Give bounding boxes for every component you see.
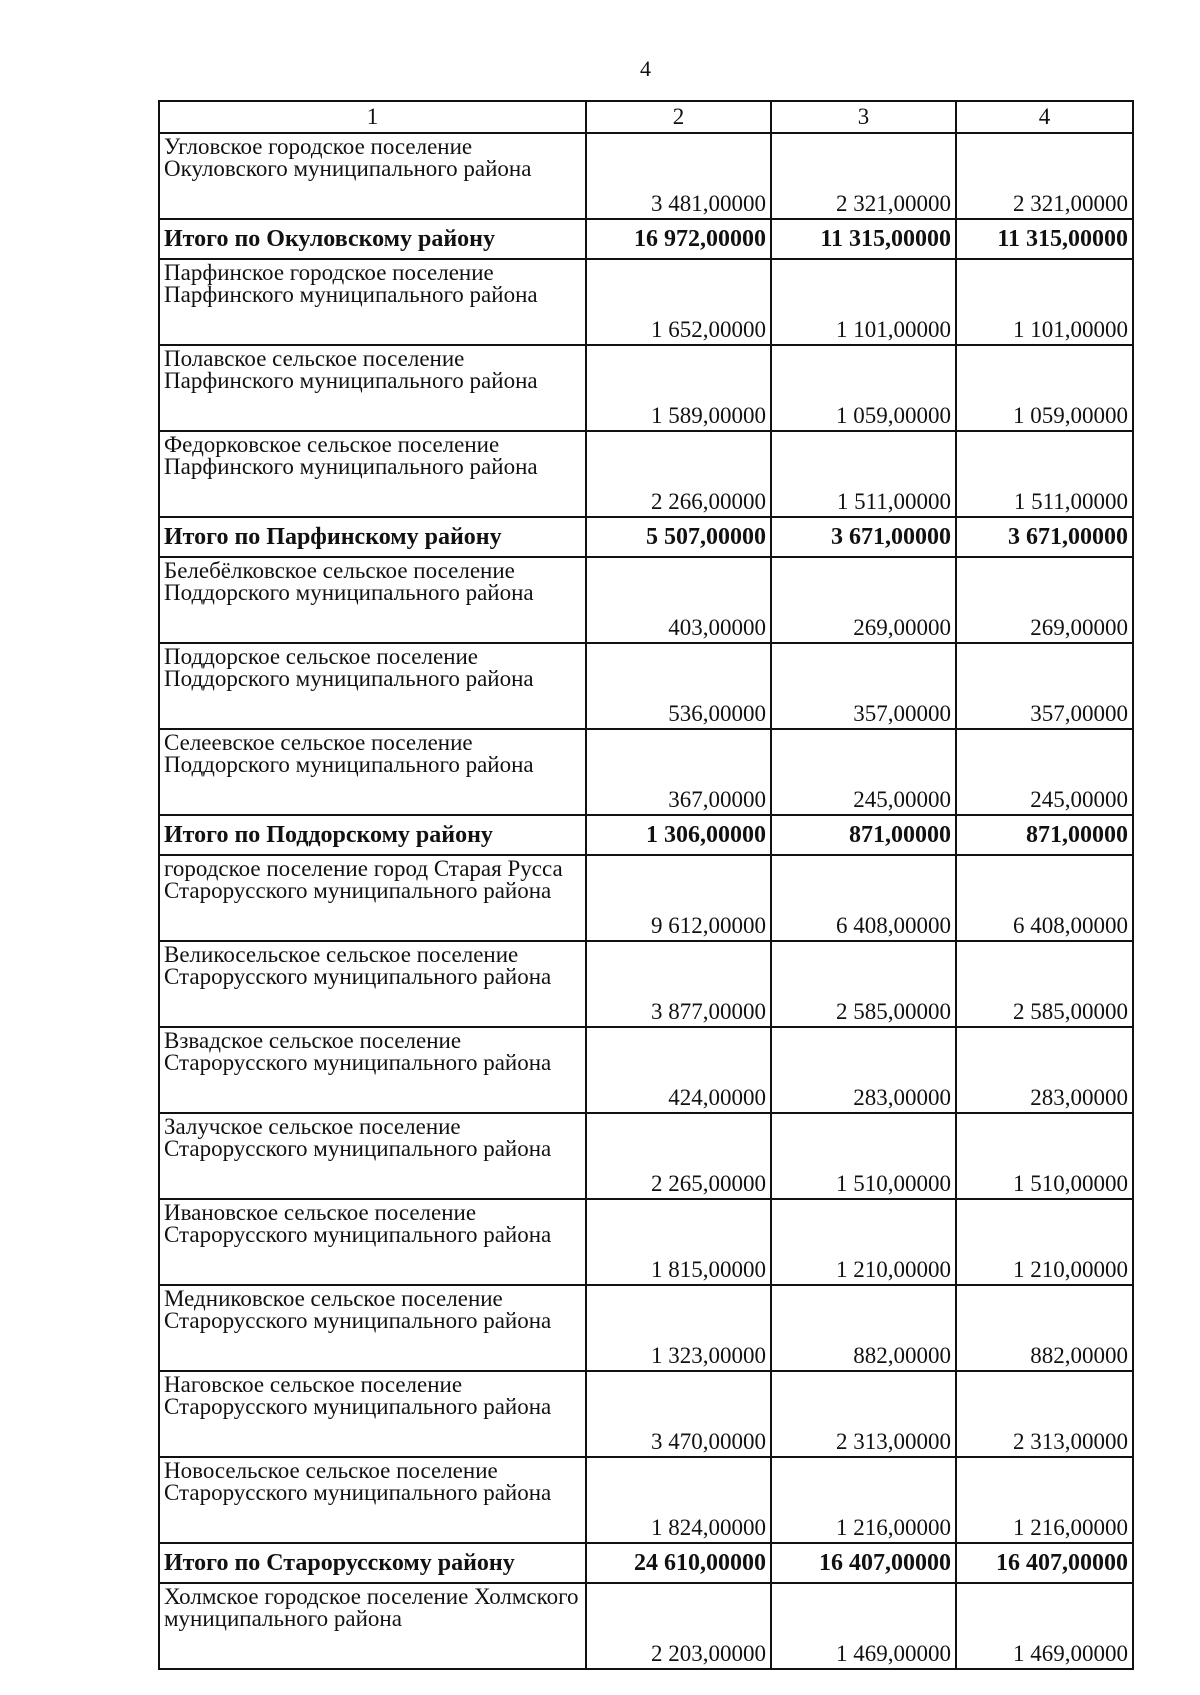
value-col3-cell: 3 671,00000 bbox=[771, 517, 956, 557]
district-total-label: Итого по Парфинскому району bbox=[159, 517, 586, 557]
value-col2-cell: 2 265,00000 bbox=[586, 1113, 771, 1199]
settlement-name-cell: Федорковское сельское поселение Парфинского муниципального района bbox=[159, 431, 586, 517]
value-col2-cell: 3 877,00000 bbox=[586, 941, 771, 1027]
value-col2-cell: 3 470,00000 bbox=[586, 1371, 771, 1457]
value-col3-cell: 1 101,00000 bbox=[771, 259, 956, 345]
value-col2-cell: 1 589,00000 bbox=[586, 345, 771, 431]
value-col3-cell: 1 511,00000 bbox=[771, 431, 956, 517]
value-col2-cell: 403,00000 bbox=[586, 557, 771, 643]
value-col2-cell: 3 481,00000 bbox=[586, 133, 771, 219]
table-row bbox=[159, 133, 1133, 219]
settlement-name-cell: Белебёлковское сельское поселение Поддорского муниципального района bbox=[159, 557, 586, 643]
value-col3-cell: 269,00000 bbox=[771, 557, 956, 643]
table-row bbox=[159, 1199, 1133, 1285]
value-col2-cell: 1 652,00000 bbox=[586, 259, 771, 345]
value-col3-cell: 1 510,00000 bbox=[771, 1113, 956, 1199]
value-col4-cell: 1 469,00000 bbox=[956, 1583, 1133, 1669]
table-row bbox=[159, 557, 1133, 643]
column-header-2: 2 bbox=[586, 101, 771, 133]
value-col2-cell: 24 610,00000 bbox=[586, 1543, 771, 1583]
column-header-3: 3 bbox=[771, 101, 956, 133]
value-col4-cell: 283,00000 bbox=[956, 1027, 1133, 1113]
settlement-name-cell: Угловское городское поселение Окуловского муниципального района bbox=[159, 133, 586, 219]
value-col3-cell: 357,00000 bbox=[771, 643, 956, 729]
value-col4-cell: 357,00000 bbox=[956, 643, 1133, 729]
value-col4-cell: 1 210,00000 bbox=[956, 1199, 1133, 1285]
value-col4-cell: 269,00000 bbox=[956, 557, 1133, 643]
value-col2-cell: 1 323,00000 bbox=[586, 1285, 771, 1371]
value-col3-cell: 2 313,00000 bbox=[771, 1371, 956, 1457]
value-col4-cell: 871,00000 bbox=[956, 815, 1133, 855]
total-row bbox=[159, 1543, 1133, 1583]
table-body bbox=[159, 133, 1133, 1669]
total-row bbox=[159, 815, 1133, 855]
budget-table bbox=[158, 100, 1134, 1670]
table-row bbox=[159, 1371, 1133, 1457]
value-col4-cell: 2 313,00000 bbox=[956, 1371, 1133, 1457]
value-col3-cell: 6 408,00000 bbox=[771, 855, 956, 941]
value-col3-cell: 1 210,00000 bbox=[771, 1199, 956, 1285]
table-row bbox=[159, 1027, 1133, 1113]
value-col3-cell: 1 469,00000 bbox=[771, 1583, 956, 1669]
value-col4-cell: 882,00000 bbox=[956, 1285, 1133, 1371]
total-row bbox=[159, 517, 1133, 557]
value-col2-cell: 1 815,00000 bbox=[586, 1199, 771, 1285]
table-row bbox=[159, 345, 1133, 431]
table-row bbox=[159, 729, 1133, 815]
total-row bbox=[159, 219, 1133, 259]
table-row bbox=[159, 643, 1133, 729]
value-col2-cell: 2 203,00000 bbox=[586, 1583, 771, 1669]
value-col4-cell: 2 321,00000 bbox=[956, 133, 1133, 219]
value-col3-cell: 245,00000 bbox=[771, 729, 956, 815]
value-col4-cell: 245,00000 bbox=[956, 729, 1133, 815]
settlement-name-cell: Поддорское сельское поселение Поддорского муниципального района bbox=[159, 643, 586, 729]
value-col4-cell: 3 671,00000 bbox=[956, 517, 1133, 557]
settlement-name-cell: Холмское городское поселение Холмского муниципального района bbox=[159, 1583, 586, 1669]
column-header-1: 1 bbox=[159, 101, 586, 133]
value-col2-cell: 367,00000 bbox=[586, 729, 771, 815]
settlement-name-cell: Парфинское городское поселение Парфинского муниципального района bbox=[159, 259, 586, 345]
value-col3-cell: 2 585,00000 bbox=[771, 941, 956, 1027]
settlement-name-cell: Селеевское сельское поселение Поддорского муниципального района bbox=[159, 729, 586, 815]
settlement-name-cell: Полавское сельское поселение Парфинского муниципального района bbox=[159, 345, 586, 431]
value-col3-cell: 16 407,00000 bbox=[771, 1543, 956, 1583]
table-row bbox=[159, 941, 1133, 1027]
column-header-4: 4 bbox=[956, 101, 1133, 133]
value-col4-cell: 2 585,00000 bbox=[956, 941, 1133, 1027]
table-row bbox=[159, 855, 1133, 941]
value-col2-cell: 5 507,00000 bbox=[586, 517, 771, 557]
district-total-label: Итого по Старорусскому району bbox=[159, 1543, 586, 1583]
value-col2-cell: 16 972,00000 bbox=[586, 219, 771, 259]
value-col4-cell: 1 216,00000 bbox=[956, 1457, 1133, 1543]
settlement-name-cell: Залучское сельское поселение Старорусского муниципального района bbox=[159, 1113, 586, 1199]
table-row bbox=[159, 1457, 1133, 1543]
value-col4-cell: 1 510,00000 bbox=[956, 1113, 1133, 1199]
value-col4-cell: 1 059,00000 bbox=[956, 345, 1133, 431]
value-col3-cell: 871,00000 bbox=[771, 815, 956, 855]
settlement-name-cell: Новосельское сельское поселение Старорусского муниципального района bbox=[159, 1457, 586, 1543]
table-row bbox=[159, 1285, 1133, 1371]
value-col3-cell: 11 315,00000 bbox=[771, 219, 956, 259]
table-row bbox=[159, 431, 1133, 517]
value-col4-cell: 11 315,00000 bbox=[956, 219, 1133, 259]
value-col4-cell: 1 511,00000 bbox=[956, 431, 1133, 517]
value-col4-cell: 16 407,00000 bbox=[956, 1543, 1133, 1583]
settlement-name-cell: Взвадское сельское поселение Старорусского муниципального района bbox=[159, 1027, 586, 1113]
value-col2-cell: 536,00000 bbox=[586, 643, 771, 729]
value-col3-cell: 283,00000 bbox=[771, 1027, 956, 1113]
value-col3-cell: 1 216,00000 bbox=[771, 1457, 956, 1543]
settlement-name-cell: Ивановское сельское поселение Старорусского муниципального района bbox=[159, 1199, 586, 1285]
settlement-name-cell: Медниковское сельское поселение Старорусского муниципального района bbox=[159, 1285, 586, 1371]
value-col2-cell: 1 306,00000 bbox=[586, 815, 771, 855]
table-header-row bbox=[159, 101, 1133, 133]
table-row bbox=[159, 1113, 1133, 1199]
page-number: 4 bbox=[640, 56, 651, 81]
value-col4-cell: 1 101,00000 bbox=[956, 259, 1133, 345]
district-total-label: Итого по Поддорскому району bbox=[159, 815, 586, 855]
value-col3-cell: 1 059,00000 bbox=[771, 345, 956, 431]
value-col3-cell: 2 321,00000 bbox=[771, 133, 956, 219]
value-col4-cell: 6 408,00000 bbox=[956, 855, 1133, 941]
settlement-name-cell: Наговское сельское поселение Старорусского муниципального района bbox=[159, 1371, 586, 1457]
value-col2-cell: 424,00000 bbox=[586, 1027, 771, 1113]
table-row bbox=[159, 259, 1133, 345]
district-total-label: Итого по Окуловскому району bbox=[159, 219, 586, 259]
settlement-name-cell: городское поселение город Старая Русса Старорусского муниципального района bbox=[159, 855, 586, 941]
value-col3-cell: 882,00000 bbox=[771, 1285, 956, 1371]
settlement-name-cell: Великосельское сельское поселение Старорусского муниципального района bbox=[159, 941, 586, 1027]
value-col2-cell: 9 612,00000 bbox=[586, 855, 771, 941]
value-col2-cell: 1 824,00000 bbox=[586, 1457, 771, 1543]
table-row bbox=[159, 1583, 1133, 1669]
value-col2-cell: 2 266,00000 bbox=[586, 431, 771, 517]
